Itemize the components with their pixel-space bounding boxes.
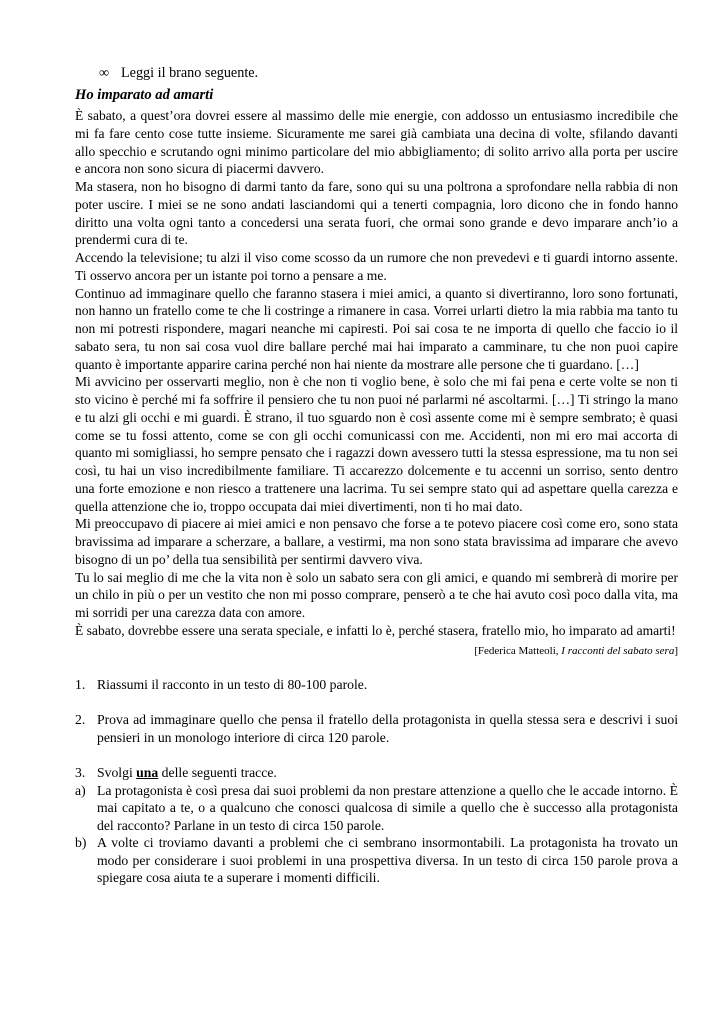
exercise-text: Prova ad immaginare quello che pensa il fratello della protagonista in quella stessa sera e descrivi i suoi pensieri in un monologo interiore di circa 120 parole. (97, 712, 678, 745)
source-citation (75, 644, 678, 658)
sub-exercise-text: La protagonista è così presa dai suoi problemi da non prestare attenzione a quello che le accade intorno. È mai capitato a te, o a qualcuno che conosci qualcosa di simile a quello che è successo alla protagonista del racconto? Parlane in un testo di circa 150 parole. (97, 782, 678, 833)
sub-exercise-a (75, 782, 678, 835)
instruction-text: Leggi il brano seguente. (121, 65, 259, 81)
citation-author: [Federica Matteoli, (474, 644, 562, 657)
exercise-number: 3. (75, 765, 86, 780)
exercise-text (97, 764, 678, 782)
sub-exercise-label: b) (75, 835, 87, 850)
exercise-text: Riassumi il racconto in un testo di 80-100 parole. (97, 676, 368, 692)
emphasized-word: una (136, 765, 159, 780)
instruction-line (99, 64, 678, 84)
story-paragraph: Continuo ad immaginare quello che faranno stasera i miei amici, a quanto si divertiranno, loro sono fortunati, non hanno un fratello come te che li costringe a rimanere in casa. Vorrei urlarti dietro la mia rabbia ma tanto tu non mi potresti rispondere, magari neanche mi capiresti. Poi sai cosa te ne importa di quello che faccio io il sabato sera, tu non sai cosa vuol dire ballare perché mai hai imparato a camminare, tu che non puoi capire quanto è importante apparire carina perché non hai niente da mostrare alle persone che ti guardano. […] (75, 285, 678, 372)
story-paragraph: È sabato, a quest’ora dovrei essere al massimo delle mie energie, con addosso un entusiasmo incredibile che mi fa fare cento cose tutte insieme. Sicuramente me sarei già cambiata una decina di volte, sfilando davanti allo specchio e scrutando ogni minimo particolare del mio abbigliamento; di solito arrivo alla porta per uscire e ancora non sono sicura di piacermi davvero. (75, 108, 678, 177)
exercise-number: 1. (75, 676, 86, 692)
sub-exercise-b (75, 834, 678, 887)
exercise-item (75, 676, 678, 694)
sub-exercise-label: a) (75, 782, 86, 798)
exercise-text-start: Svolgi (97, 765, 137, 780)
story-paragraph: Tu lo sai meglio di me che la vita non è solo un sabato sera con gli amici, e quando mi sembrerà di morire per un chilo in più o per un vestito che non mi posso comprare, penserò a te che hai avuto così poco dalla vita, ma mi sorridi per una carezza data con amore. (75, 569, 678, 620)
exercise-item (75, 764, 678, 782)
sub-exercise-text: A volte ci troviamo davanti a problemi che ci sembrano insormontabili. La protagonista ha trovato un modo per considerare i suoi problemi in una prospettiva diversa. In un testo di circa 150 parole prova a spiegare cosa aiuta te a superare i momenti difficili. (97, 835, 678, 885)
citation-close: ] (674, 644, 678, 657)
story-paragraph: Accendo la televisione; tu alzi il viso come scosso da un rumore che non prevedevi e ti guardi intorno assente. Ti osservo ancora per un istante poi torno a pensare a me. (75, 250, 678, 283)
story-paragraph: Ma stasera, non ho bisogno di darmi tanto da fare, sono qui su una poltrona a sprofondare nella rabbia di non poter uscire. I miei se ne sono andati lasciandomi qui a tenerti compagnia, loro dicono che in fondo hanno diritto una volta ogni tanto a concedersi una serata fuori, che ormai sono grande e devo imparare anch’io a prendermi cura di te. (75, 179, 678, 248)
citation-book-title: I racconti del sabato sera (561, 644, 675, 657)
story-title: Ho imparato ad amarti (75, 87, 214, 103)
exercise-number: 2. (75, 712, 86, 727)
story-body (75, 107, 678, 640)
story-paragraph: Mi preoccupavo di piacere ai miei amici e non pensavo che forse a te potevo piacere così come ero, sono stata bravissima ad imparare a scherzare, a ballare, a vestirmi, ma non sono stata bravissima ad imparare che avevo bisogno di un po’ della tua sensibilità per sentirmi davvero viva. (75, 516, 678, 567)
exercise-list (75, 676, 678, 887)
exercise-item (75, 711, 678, 746)
exercise-text-end: delle seguenti tracce. (158, 765, 277, 780)
story-paragraph: Mi avvicino per osservarti meglio, non è che non ti voglio bene, è solo che mi fai pena e certe volte se non ti sto vicino è perché mi fa soffrire il pensiero che tu non puoi né parlarmi né ascoltarmi. […] Ti stringo la mano e tu alzi gli occhi e mi guardi. È strano, il tuo sguardo non è così assente come mi è sempre sembrato; è quasi come se tu fossi attento, come se con gli occhi comunicassi con me. Accidenti, non mi ero mai accorta di quanto mi somigliassi, ho sempre pensato che i ragazzi down avessero tutti la stessa espressione, ma tu non sei così, tu hai un viso incredibilmente familiare. Ti accarezzo dolcemente e tu accenni un sorriso, sento dentro una forte emozione e non riesco a trattenere una lacrima. Tu sei sempre stato qui ad aspettare quella carezza e quella attenzione che io, troppo occupata dai miei divertimenti, non ti ho mai dato. (75, 374, 678, 514)
infinity-bullet-icon: ∞ (99, 65, 110, 81)
story-paragraph: È sabato, dovrebbe essere una serata speciale, e infatti lo è, perché stasera, fratello mio, ho imparato ad amarti! (75, 622, 676, 638)
